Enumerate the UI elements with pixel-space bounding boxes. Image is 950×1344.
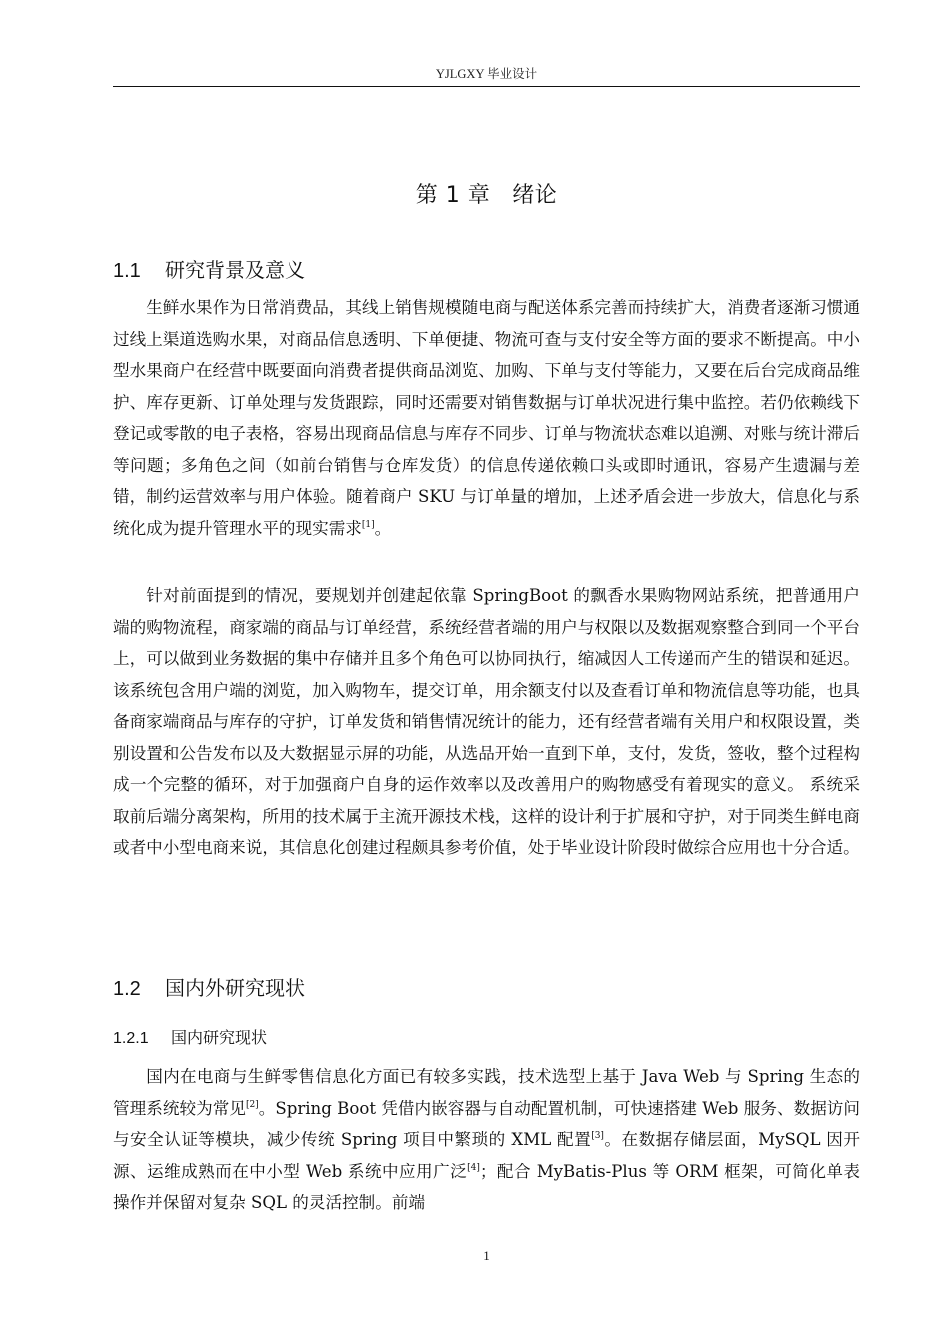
paragraph-text: 生鲜水果作为日常消费品，其线上销售规模随电商与配送体系完善而持续扩大，消费者逐渐习惯通过线上渠道选购水果，对商品信息透明、下单便捷、物流可查与支付安全等方面的要求不断提高。中小型水果商户在经营中既要面向消费者提供商品浏览、加购、下单与支付等能力，又要在后台完成商品维护、库存更新、订单处理与发货跟踪，同时还需要对销售数据与订单状况进行集中监控。若仍依赖线下登记或零散的电子表格，容易出现商品信息与库存不同步、订单与物流状态难以追溯、对账与统计滞后等问题；多角色之间（如前台销售与仓库发货）的信息传递依赖口头或即时通讯，容易产生遗漏与差错，制约运营效率与用户体验。随着商户 SKU 与订单量的增加，上述矛盾会进一步放大，信息化与系统化成为提升管理水平的现实需求	[113, 298, 860, 538]
page-header: YJLGXY 毕业设计	[435, 67, 538, 81]
page-number: 1	[483, 1248, 490, 1263]
header-rule	[113, 86, 860, 87]
citation: [1]	[361, 519, 375, 530]
paragraph-text: 。在数据存储层面，MySQL 因开源、运维成熟而在中小型 Web 系统中应用广泛	[113, 1130, 860, 1181]
paragraph-significance	[113, 580, 860, 864]
paragraph-domestic-research	[113, 1061, 860, 1219]
subsection-heading-1-2-1	[113, 1025, 267, 1048]
chapter-number: 第 1 章	[415, 183, 491, 208]
section-heading-1-2	[113, 972, 305, 1001]
section-heading-1-1	[113, 254, 305, 283]
citation: [3]	[591, 1131, 604, 1141]
subsection-title: 国内研究现状	[171, 1028, 268, 1047]
section-title: 国内外研究现状	[165, 976, 305, 1000]
subsection-number: 1.2.1	[113, 1030, 149, 1047]
chapter-name: 绪论	[512, 183, 558, 208]
paragraph-text: 针对前面提到的情况，要规划并创建起依靠 SpringBoot 的飘香水果购物网站系统，把普通用户端的购物流程，商家端的商品与订单经营，系统经营者端的用户与权限以及数据观察整合到同一个平台上，可以做到业务数据的集中存储并且多个角色可以协同执行，缩减因人工传递而产生的错误和延迟。该系统包含用户端的浏览，加入购物车，提交订单，用余额支付以及查看订单和物流信息等功能，也具备商家端商品与库存的守护，订单发货和销售情况统计的能力，还有经营者端有关用户和权限设置，类别设置和公告发布以及大数据显示屏的功能，从选品开始一直到下单，支付，发货，签收，整个过程构成一个完整的循环，对于加强商户自身的运作效率以及改善用户的购物感受有着现实的意义。 系统采取前后端分离架构，所用的技术属于主流开源技术栈，这样的设计利于扩展和守护，对于同类生鲜电商或者中小型电商来说，其信息化创建过程颇具参考价值，处于毕业设计阶段时做综合应用也十分合适。	[113, 586, 860, 857]
section-number: 1.1	[113, 260, 141, 282]
paragraph-text: 。Spring Boot 凭借内嵌容器与自动配置机制，可快速搭建 Web 服务、数据访问与安全认证等模块，减少传统 Spring 项目中繁琐的 XML 配置	[113, 1098, 861, 1149]
paragraph-text: ；配合 MyBatis-Plus 等 ORM 框架，可简化单表操作并保留对复杂 SQL 的灵活控制。前端	[113, 1161, 860, 1212]
citation: [4]	[467, 1162, 480, 1173]
section-number: 1.2	[113, 978, 141, 1000]
section-title: 研究背景及意义	[165, 258, 305, 282]
paragraph-text: 国内在电商与生鲜零售信息化方面已有较多实践，技术选型上基于 Java Web 与 Spring 生态的管理系统较为常见	[113, 1067, 860, 1118]
chapter-title	[113, 178, 860, 209]
citation: [2]	[245, 1099, 259, 1110]
paragraph-background	[113, 292, 860, 544]
paragraph-text-end: 。	[374, 518, 392, 538]
